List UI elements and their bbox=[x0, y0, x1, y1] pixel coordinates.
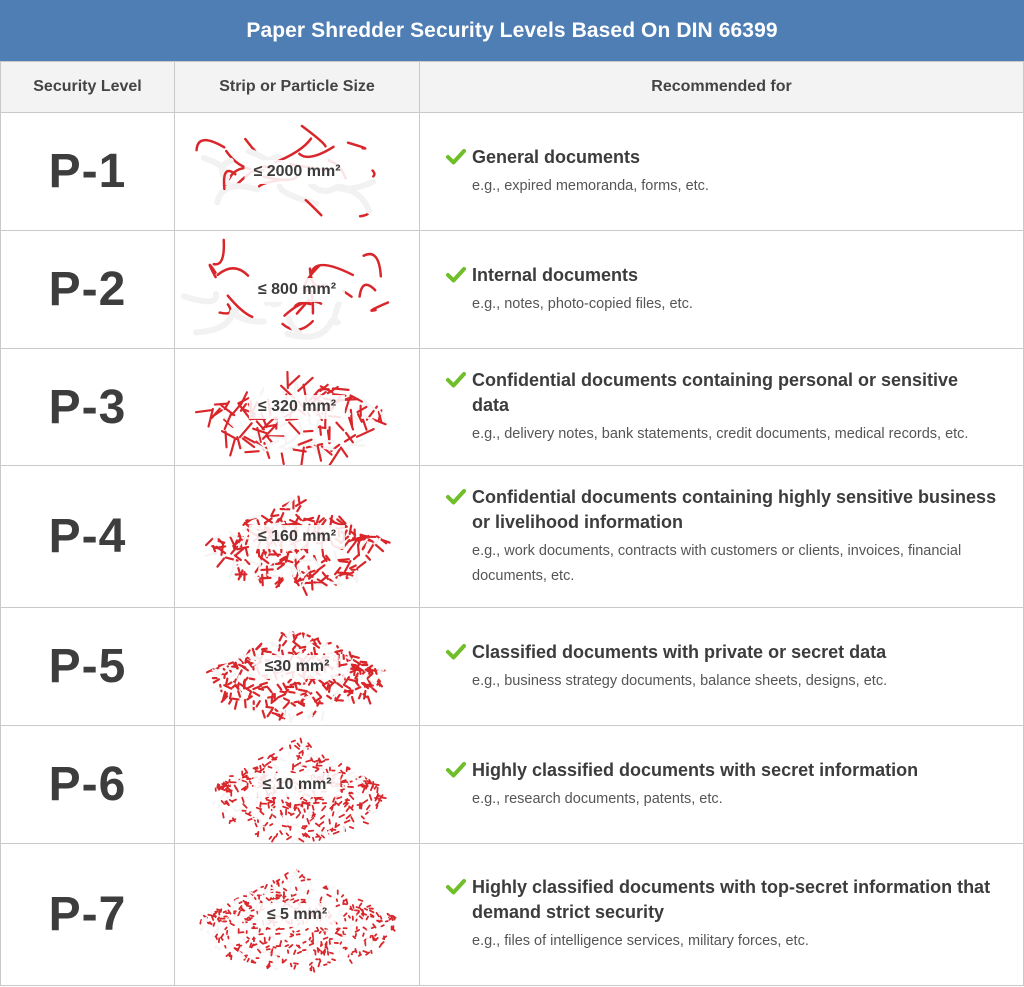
checkmark-icon bbox=[446, 371, 466, 389]
particle-size-cell bbox=[175, 466, 420, 608]
recommendation-cell bbox=[420, 726, 1024, 844]
header-particle-size: Strip or Particle Size bbox=[175, 62, 420, 113]
security-levels-table bbox=[0, 61, 1024, 986]
recommendation-examples: e.g., delivery notes, bank statements, credit documents, medical records, etc. bbox=[472, 425, 969, 442]
recommendation-cell bbox=[420, 844, 1024, 986]
particle-size-cell bbox=[175, 608, 420, 726]
table-header-row bbox=[1, 62, 1024, 113]
security-level: P-7 bbox=[1, 844, 175, 986]
recommendation-examples: e.g., research documents, patents, etc. bbox=[472, 790, 723, 807]
checkmark-icon bbox=[446, 643, 466, 661]
recommendation-cell bbox=[420, 113, 1024, 231]
checkmark-icon bbox=[446, 148, 466, 166]
security-level: P-1 bbox=[1, 113, 175, 231]
recommendation-heading: Confidential documents containing highly sensitive business or livelihood information bbox=[472, 486, 997, 532]
particle-size-cell bbox=[175, 844, 420, 986]
recommendation-examples: e.g., files of intelligence services, military forces, etc. bbox=[472, 933, 809, 949]
particle-size-label: ≤ 2000 mm² bbox=[244, 160, 349, 184]
recommendation-cell bbox=[420, 608, 1024, 726]
recommendation-examples: e.g., business strategy documents, balance sheets, designs, etc. bbox=[472, 672, 888, 689]
header-recommended-for: Recommended for bbox=[420, 62, 1024, 113]
particle-size-cell bbox=[175, 349, 420, 466]
header-security-level: Security Level bbox=[1, 62, 175, 113]
table-row bbox=[1, 608, 1024, 726]
particle-size-label: ≤ 320 mm² bbox=[249, 395, 345, 419]
recommendation-examples: e.g., work documents, contracts with customers or clients, invoices, financial documents, etc. bbox=[472, 542, 962, 584]
table-row bbox=[1, 231, 1024, 349]
recommendation-heading: Highly classified documents with secret information bbox=[472, 759, 919, 780]
checkmark-icon bbox=[446, 266, 466, 284]
particle-size-label: ≤ 800 mm² bbox=[249, 278, 345, 302]
table-row bbox=[1, 349, 1024, 466]
recommendation-heading: Highly classified documents with top-secret information that demand strict security bbox=[472, 877, 991, 922]
recommendation-examples: e.g., notes, photo-copied files, etc. bbox=[472, 295, 693, 312]
table-row bbox=[1, 113, 1024, 231]
recommendation-heading: Internal documents bbox=[472, 264, 639, 285]
particle-size-label: ≤ 160 mm² bbox=[249, 525, 345, 549]
particle-size-cell bbox=[175, 113, 420, 231]
particle-size-cell bbox=[175, 726, 420, 844]
security-level: P-4 bbox=[1, 466, 175, 608]
checkmark-icon bbox=[446, 878, 466, 896]
checkmark-icon bbox=[446, 488, 466, 506]
table-row bbox=[1, 466, 1024, 608]
security-level: P-5 bbox=[1, 608, 175, 726]
checkmark-icon bbox=[446, 761, 466, 779]
recommendation-cell bbox=[420, 349, 1024, 466]
particle-size-label: ≤ 5 mm² bbox=[258, 903, 336, 927]
recommendation-cell bbox=[420, 466, 1024, 608]
security-level: P-6 bbox=[1, 726, 175, 844]
page-title: Paper Shredder Security Levels Based On DIN 66399 bbox=[0, 0, 1024, 61]
recommendation-cell bbox=[420, 231, 1024, 349]
table-row bbox=[1, 844, 1024, 986]
security-level: P-2 bbox=[1, 231, 175, 349]
security-level: P-3 bbox=[1, 349, 175, 466]
recommendation-heading: Classified documents with private or secret data bbox=[472, 641, 887, 662]
table-body bbox=[1, 113, 1024, 986]
recommendation-heading: General documents bbox=[472, 146, 641, 167]
recommendation-examples: e.g., expired memoranda, forms, etc. bbox=[472, 177, 709, 194]
recommendation-heading: Confidential documents containing personal or sensitive data bbox=[472, 369, 959, 415]
table-row bbox=[1, 726, 1024, 844]
particle-size-label: ≤ 10 mm² bbox=[253, 773, 340, 797]
particle-size-cell bbox=[175, 231, 420, 349]
particle-size-label: ≤30 mm² bbox=[256, 655, 339, 679]
